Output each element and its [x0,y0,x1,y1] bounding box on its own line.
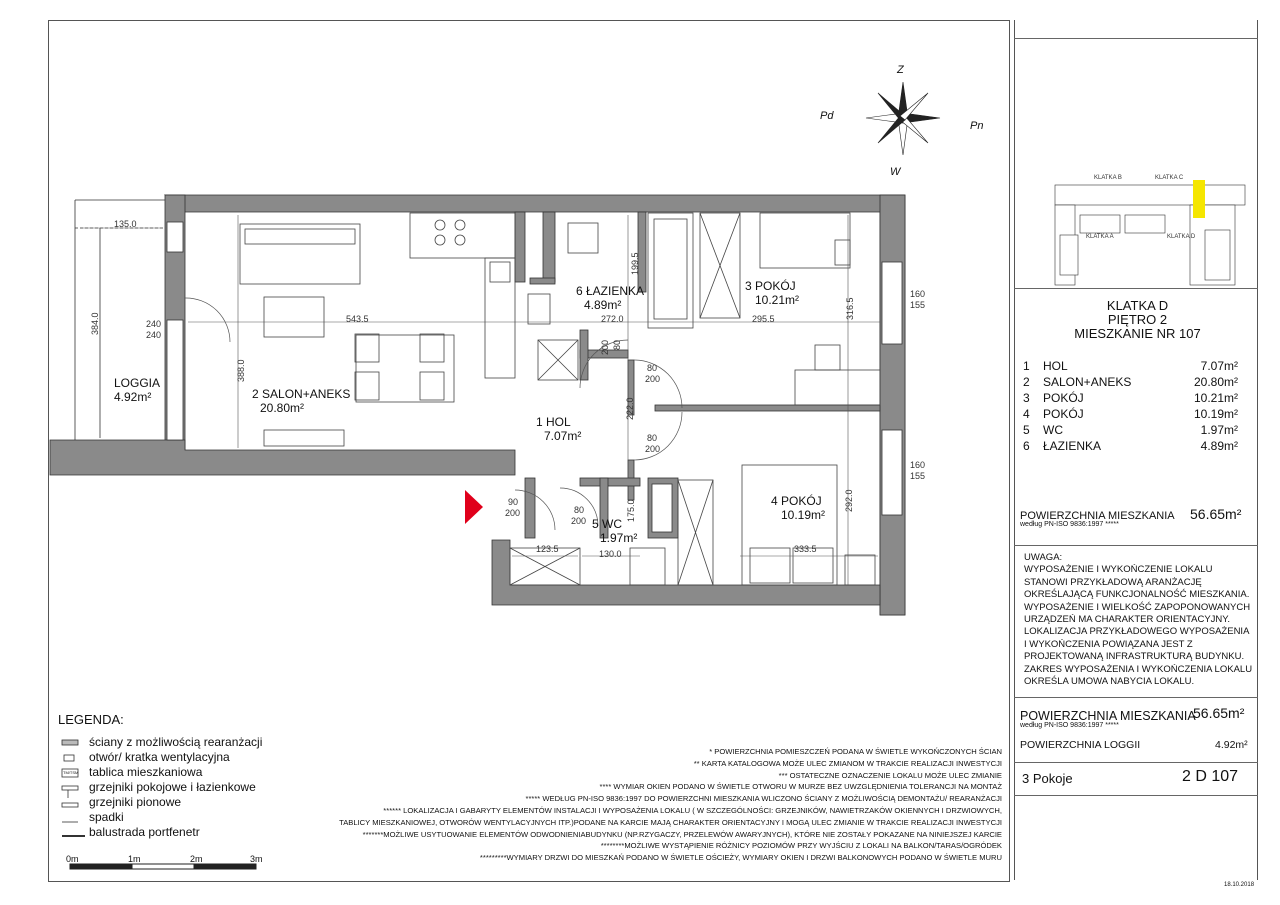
dim-272: 272.0 [601,314,624,324]
room-number: 3 [1023,391,1030,405]
room-hol: 1 HOL 7.07m² [536,415,582,443]
room-number: 5 [1023,423,1030,437]
room-lazienka: 6 ŁAZIENKA 4.89m² [576,284,645,312]
dim-200b: 200 [645,374,661,384]
compass-east-label: Pn [970,120,984,132]
area2-norm: według PN-ISO 9836:1997 [1020,722,1104,729]
loggia-area-label: POWIERZCHNIA LOGGII [1020,739,1141,751]
area2-norm-row [1020,722,1119,729]
room-area: 10.19m² [1193,407,1238,421]
dim-200d: 200 [505,508,521,518]
dim-155a: 155 [910,300,926,310]
room-name: ŁAZIENKA [1043,439,1102,453]
compass-west-label: Pd [820,110,834,122]
room-pokoj-4: 4 POKÓJ 10.19m² [771,494,826,522]
divider-3 [1014,697,1258,698]
area2-value: 56.65m² [1193,705,1245,721]
legend-item: spadki [89,810,124,824]
room-area: 1.97m² [1200,423,1238,437]
sidebar-title-2: PIĘTRO 2 [1107,312,1168,327]
rooms-count: 3 Pokoje [1022,771,1073,786]
dim-200e: 200 [571,516,587,526]
dim-175: 175.0 [626,499,636,522]
date-stamp: 18.10.2018 [1224,882,1255,888]
compass-rose [866,82,940,155]
dimension-lines [80,215,880,585]
legend-item: balustrada portfenetr [89,825,200,839]
room-name: SALON+ANEKS [1043,375,1132,389]
room-name: POKÓJ [1043,391,1084,405]
dim-123: 123.5 [536,544,559,554]
dim-200a: 200 [600,339,610,355]
room-loggia: LOGGIA 4.92m² [114,376,161,404]
legend-list [89,735,262,840]
dim-160a: 160 [910,289,926,299]
legend-item: tablica mieszkaniowa [89,765,203,779]
dim-543: 543.5 [346,314,369,324]
area-value: 56.65m² [1190,506,1242,522]
scale-3: 3m [250,854,263,864]
room-list-row [1023,390,1238,406]
footnote: *** OSTATECZNE OZNACZENIE LOKALU MOŻE ULEC ZMIANIE [778,770,1002,780]
area2-label: POWIERZCHNIA MIESZKANIA [1020,709,1196,723]
compass-south-label: W [890,166,901,178]
area-norm: według PN-ISO 9836:1997 ***** [1020,521,1119,528]
entry-arrow [465,490,483,524]
footnote: ****** LOKALIZACJA I GABARYTY ELEMENTÓW INSTALACJI I WYPOSAŻENIA LOKALU ( W SZCZEGÓLNOŚCI: GRZEJNIKÓW, NAWIETRZAKÓW OKIENNYCH I DRZWIOWYCH, [383,805,1002,815]
divider-5 [1014,795,1258,796]
sidebar-header [1015,299,1260,341]
dim-130: 130.0 [599,549,622,559]
keyplan [1055,180,1245,285]
room-list-row [1023,438,1238,454]
area-label: POWIERZCHNIA MIESZKANIA [1020,510,1175,522]
keyplan-label-c: KLATKA C [1155,175,1184,181]
room-list-row [1023,374,1238,390]
note-text: WYPOSAŻENIE I WYKOŃCZENIE LOKALU STANOWI PRZYKŁADOWĄ ARANŻACJĘ OKREŚLAJĄCĄ FUNKCJONALNOŚĆ MIESZKANIA. WYPOSAŻENIE I WIELKOŚĆ ZAPOPONOWANYCH URZĄDZEŃ MA CHARAKTER ORIENTACYJNY. LOKALIZACJA PRZYKŁADOWEGO WYPOSAŻENIA I WYKOŃCZENIA POWIĄZANA JEST Z PROJEKTOWANĄ INFRASTRUKTURĄ BUDYNKU. ZAKRES WYPOSAŻENIA I WYKOŃCZENIA LOKALU OKREŚLA UMOWA NABYCIA LOKALU. [1024,564,1253,688]
keyplan-label-b: KLATKA B [1094,175,1122,181]
legend-tm-label: TM/TSM [63,770,79,775]
dim-80c: 80 [647,433,658,443]
compass-north-label: Z [897,64,904,76]
dim-384: 384.0 [90,312,100,335]
room-list [1023,358,1238,454]
dim-295: 295.5 [752,314,775,324]
room-number: 4 [1023,407,1030,421]
room-wc: 5 WC 1.97m² [592,517,638,545]
footnote: *******MOŻLIWE USYTUOWANIE ELEMENTÓW ODWODNIENIABUDYNKU (NP.RZYGACZY, PRZELEWÓW AWARYJNYCH), KTÓRE NIE ZOSTAŁY POKAZANE NA NINIEJSZEJ KARCIE [362,829,1002,839]
footnote: *********WYMIARY DRZWI DO MIESZKAŃ PODANO W ŚWIETLE OŚCIEŻY, WYMIARY OKIEN I DRZWI BALKONOWYCH PODANO W ŚWIETLE MURU [479,853,1002,863]
divider-6 [1014,38,1258,39]
dim-292: 292.0 [844,489,854,512]
scale-1: 1m [128,854,141,864]
dim-80a: 80 [612,339,622,350]
dim-333: 333.5 [794,544,817,554]
apartment-code: 2 D 107 [1182,768,1239,785]
footnotes [339,746,1002,864]
dim-155b: 155 [910,471,926,481]
dim-200c: 200 [645,444,661,454]
dim-222: 222.0 [625,397,635,420]
scale-bar [70,864,256,869]
footnote: ***** WEDŁUG PN-ISO 9836:1997 DO POWIERZCHNI MIESZKANIA WLICZONO ŚCIANY Z MOŻLIWOŚCIĄ DEMONTAŻU/ REARANŻACJI [525,794,1002,804]
room-area: 10.21m² [1193,391,1238,405]
room-number: 6 [1023,439,1030,453]
room-list-row [1023,358,1238,374]
dim-160b: 160 [910,460,926,470]
keyplan-label-a: KLATKA A [1086,234,1114,240]
dim-240b: 240 [146,330,162,340]
footnote: ********MOŻLIWE WYSTĄPIENIE RÓŻNICY POZIOMÓW PRZY WYJŚCIU Z LOKALI NA BALKON/TARAS/OGRÓDEK [600,841,1002,851]
dim-80b: 80 [647,363,658,373]
room-name: POKÓJ [1043,407,1084,421]
area2-stars: ***** [1105,722,1119,729]
footnote: * POWIERZCHNIA POMIESZCZEŃ PODANA W ŚWIETLE WYKOŃCZONYCH ŚCIAN [709,747,1002,756]
room-area: 7.07m² [1200,359,1238,373]
dim-135: 135.0 [114,219,137,229]
room-pokoj-3: 3 POKÓJ 10.21m² [745,279,800,307]
legend-item: grzejniki pionowe [89,795,182,809]
sidebar-title-1: KLATKA D [1106,298,1169,313]
room-salon: 2 SALON+ANEKS 20.80m² [252,387,351,415]
keyplan-label-d: KLATKA D [1167,234,1196,240]
note-title: UWAGA: [1024,552,1063,563]
footnote: **** WYMIAR OKIEN PODANO W ŚWIETLE OTWORU W MURZE BEZ UWZGLĘDNIENIA TOLERANCJI NA MONTAŻ [599,782,1002,792]
footnote: ** KARTA KATALOGOWA MOŻE ULEC ZMIANOM W TRAKCIE REALIZACJI INWESTYCJI [693,758,1002,768]
note-box [1024,552,1254,688]
scale-0: 0m [66,854,79,864]
divider-1 [1014,288,1258,289]
room-number: 2 [1023,375,1030,389]
legend-symbols [62,740,85,836]
divider-2 [1014,545,1258,546]
footnote: TABLICY MIESZKANIOWEJ, OTWORÓW WENTYLACYJNYCH ITP.)PODANE NA KARCIE MAJĄ CHARAKTER ORIENTACYJNY I MOGĄ ULEC ZMIANIE W TRAKCIE REALIZACJI INWESTYCJI [339,817,1002,827]
legend-item: ściany z możliwością rearanżacji [89,735,263,749]
room-area: 4.89m² [1200,439,1238,453]
dim-80d: 80 [574,505,585,515]
loggia-area-value: 4.92m² [1215,739,1248,751]
legend-title: LEGENDA: [58,712,124,727]
room-name: HOL [1043,359,1068,373]
scale-2: 2m [190,854,203,864]
legend-item: grzejniki pokojowe i łazienkowe [89,780,256,794]
room-number: 1 [1023,359,1030,373]
room-area: 20.80m² [1193,375,1238,389]
dim-388: 388.0 [236,359,246,382]
legend-item: otwór/ kratka wentylacyjna [89,750,230,764]
room-name: WC [1043,423,1063,437]
sidebar-title-3: MIESZKANIE NR 107 [1074,326,1201,341]
dim-199: 199.5 [630,252,640,275]
dim-90: 90 [508,497,519,507]
divider-4 [1014,762,1258,763]
room-list-row [1023,422,1238,438]
room-list-row [1023,406,1238,422]
dim-316: 316.5 [845,297,855,320]
dim-240a: 240 [146,319,162,329]
